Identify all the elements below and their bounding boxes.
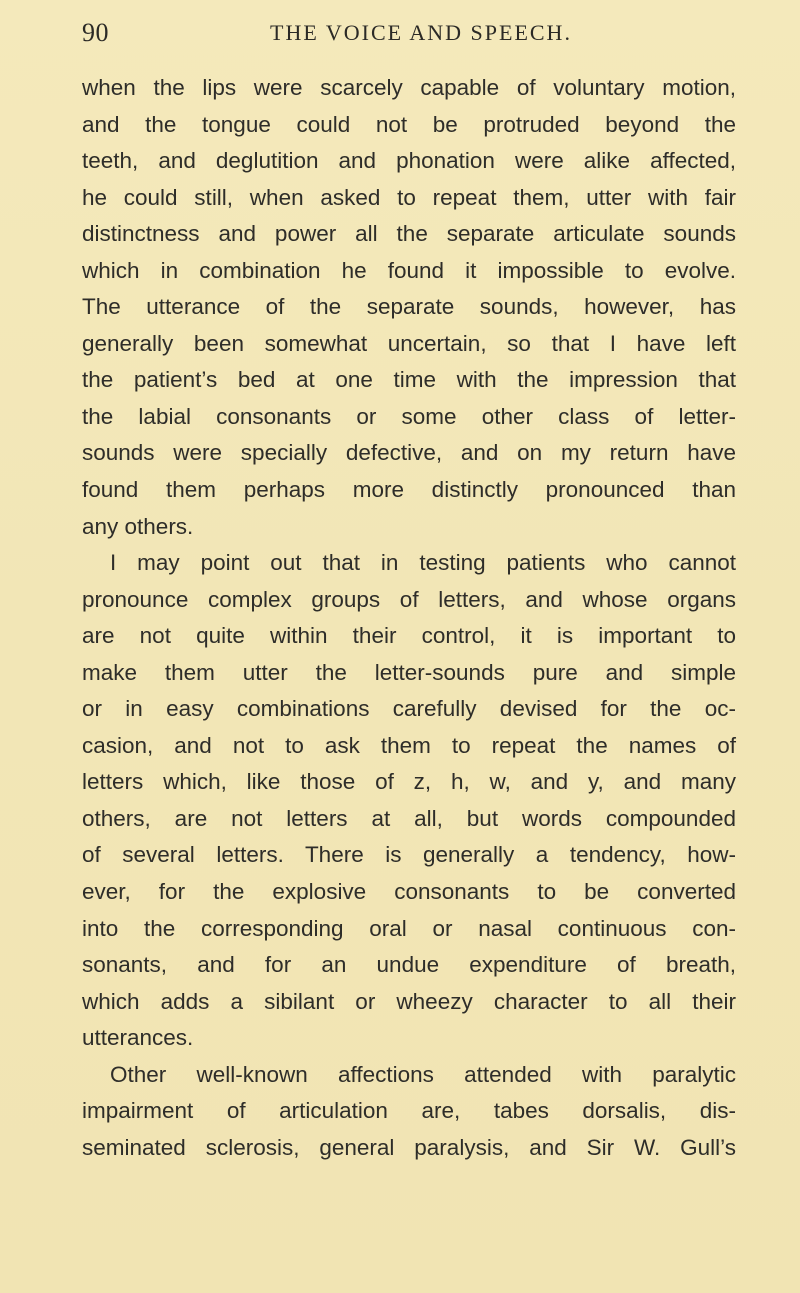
page-number: 90 — [82, 18, 109, 47]
text-line: teeth, and deglutition and phonation were alike affected, — [82, 148, 736, 174]
body-text — [82, 70, 736, 1166]
text-line: pronounce complex groups of letters, and whose organs — [82, 586, 736, 612]
text-line: and the tongue could not be protruded beyond the — [82, 111, 736, 137]
text-line: casion, and not to ask them to repeat the names of — [82, 732, 736, 758]
text-line: generally been somewhat uncertain, so that I have left — [82, 330, 736, 356]
text-line: impairment of articulation are, tabes dorsalis, dis- — [82, 1098, 736, 1124]
running-head: THE VOICE AND SPEECH. — [270, 20, 572, 45]
text-line: of several letters. There is generally a tendency, how- — [82, 842, 736, 868]
text-line: the patient’s bed at one time with the impression that — [82, 367, 736, 393]
page-header — [82, 18, 722, 58]
text-line: The utterance of the separate sounds, however, has — [82, 294, 736, 320]
text-line: which adds a sibilant or wheezy character to all their — [82, 988, 736, 1014]
text-line: any others. — [82, 513, 194, 539]
text-line: utterances. — [82, 1025, 194, 1051]
text-line: when the lips were scarcely capable of voluntary motion, — [82, 75, 736, 100]
text-line: sounds were specially defective, and on my return have — [82, 440, 736, 466]
text-line: or in easy combinations carefully devised for the oc- — [82, 696, 736, 722]
paragraph-start-line: I may point out that in testing patients who cannot — [110, 550, 736, 576]
text-line: into the corresponding oral or nasal continuous con- — [82, 915, 736, 941]
text-line: ever, for the explosive consonants to be converted — [82, 879, 736, 905]
text-line: sonants, and for an undue expenditure of breath, — [82, 952, 736, 978]
text-line: which in combination he found it impossible to evolve. — [82, 257, 736, 283]
text-line: distinctness and power all the separate articulate sounds — [82, 221, 736, 247]
text-line: the labial consonants or some other class of letter- — [82, 403, 736, 429]
text-line: seminated sclerosis, general paralysis, and Sir W. Gull’s — [82, 1134, 736, 1160]
text-line: others, are not letters at all, but words compounded — [82, 805, 736, 831]
text-line: found them perhaps more distinctly pronounced than — [82, 477, 736, 503]
text-line: are not quite within their control, it is important to — [82, 623, 736, 649]
text-line: make them utter the letter-sounds pure and simple — [82, 659, 736, 685]
paragraph-start-line: Other well-known affections attended with paralytic — [110, 1061, 736, 1087]
text-line: he could still, when asked to repeat them, utter with fair — [82, 184, 736, 210]
text-line: letters which, like those of z, h, w, and y, and many — [82, 769, 736, 795]
